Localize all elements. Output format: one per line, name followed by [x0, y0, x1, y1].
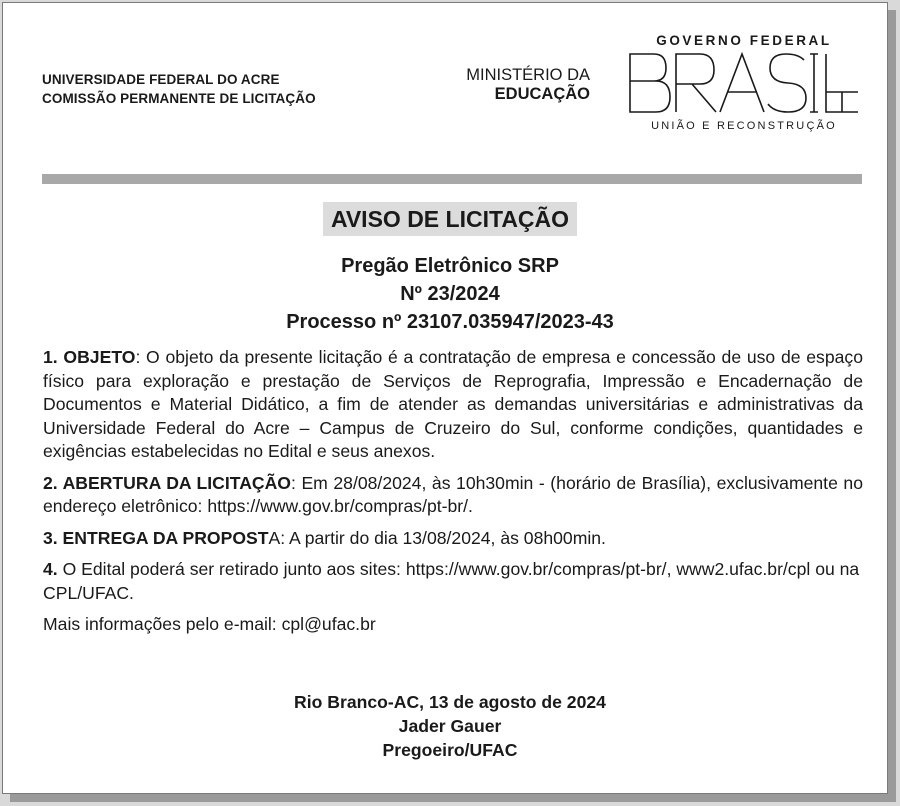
institution-header — [42, 70, 316, 108]
institution-name: UNIVERSIDADE FEDERAL DO ACRE — [42, 72, 280, 87]
ministry-line2: EDUCAÇÃO — [494, 85, 590, 103]
notice-body — [43, 346, 863, 645]
section-edital-text: O Edital poderá ser retirado junto aos sites: https://www.gov.br/compras/pt-br/, www2.ufac.br/cpl ou na CPL/UFAC. — [43, 559, 860, 603]
place-date: Rio Branco-AC, 13 de agosto de 2024 — [294, 692, 606, 712]
section-object — [43, 346, 863, 464]
section-edital-label: 4. — [43, 559, 58, 579]
ministry-line1: MINISTÉRIO DA — [466, 66, 590, 84]
gov-bottom-text: UNIÃO E RECONSTRUÇÃO — [651, 120, 837, 132]
section-edital — [43, 558, 863, 605]
ministry-header — [450, 66, 590, 104]
section-proposal — [43, 527, 863, 551]
commission-name: COMISSÃO PERMANENTE DE LICITAÇÃO — [42, 91, 316, 106]
more-info: Mais informações pelo e-mail: cpl@ufac.br — [43, 614, 376, 634]
auction-number: Nº 23/2024 — [400, 283, 500, 305]
signer-role: Pregoeiro/UFAC — [382, 740, 518, 760]
section-object-label: 1. OBJETO — [43, 347, 136, 367]
title-wrap — [0, 202, 900, 236]
gov-top-text: GOVERNO FEDERAL — [656, 33, 832, 48]
section-proposal-label: 3. ENTREGA DA PROPOST — [43, 527, 269, 548]
section-opening-text: : Em 28/08/2024, às 10h30min - (horário de Brasília), exclusivamente no endereço eletrônico: https://www.gov.br/compras/pt-br/. — [43, 472, 863, 516]
signature-block — [0, 690, 900, 762]
section-proposal-text: A: A partir do dia 13/08/2024, às 08h00min. — [268, 527, 606, 548]
section-opening — [43, 472, 863, 519]
government-logo — [628, 33, 860, 132]
section-opening-label: 2. ABERTURA DA LICITAÇÃO — [43, 472, 291, 493]
section-object-text: : O objeto da presente licitação é a contratação de empresa e concessão de uso de espaço físico para exploração e prestação de Serviços de Reprografia, Impressão e Encadernação de Documentos e Material Didático, a fim de atender as demandas universitárias e administrativas da Universidade Federal do Acre – Campus de Cruzeiro do Sul, conforme condições, quantidades e exigências estabelecidas no Edital e seus anexos. — [43, 347, 863, 461]
signer-name: Jader Gauer — [398, 716, 502, 736]
process-number: Processo nº 23107.035947/2023-43 — [286, 311, 614, 333]
notice-title: AVISO DE LICITAÇÃO — [323, 202, 577, 236]
auction-type: Pregão Eletrônico SRP — [341, 255, 559, 277]
header-divider — [42, 174, 862, 184]
notice-subtitles — [0, 252, 900, 336]
brasil-logo-icon — [628, 52, 860, 114]
